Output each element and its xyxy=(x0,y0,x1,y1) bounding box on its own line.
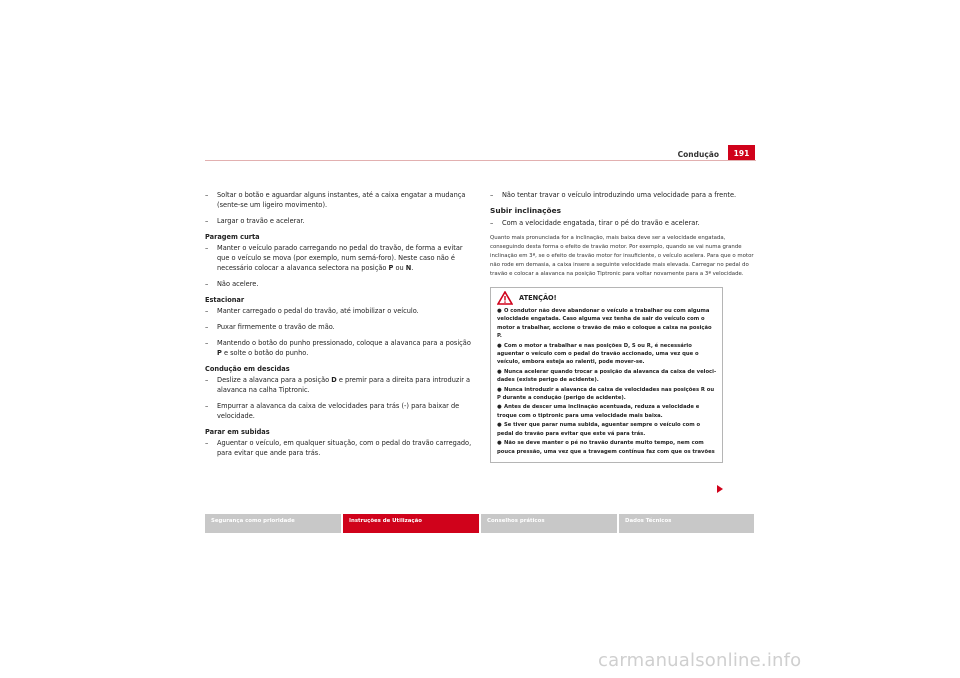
tab-instrucoes[interactable]: Instruções de Utilização xyxy=(343,514,479,533)
header-divider xyxy=(205,160,756,161)
bullet-icon: ● xyxy=(497,422,502,429)
bullet-icon: ● xyxy=(497,368,502,375)
bullet-icon: ● xyxy=(497,342,502,349)
tab-conselhos[interactable]: Conselhos práticos xyxy=(481,514,617,533)
section-heading-subir: Subir inclinações xyxy=(490,206,561,215)
right-column xyxy=(490,190,757,463)
list-item: – Soltar o botão e aguardar alguns instantes, até a caixa engatar a mudança (sente-se um ligeiro movimento). xyxy=(205,190,472,210)
warning-item: ● Com o motor a trabalhar e nas posições D, S ou R, é necessário aguentar o veículo com o pedal do travão accionado, uma vez que o veículo, embora esteja ao ralenti, pode mover-se. xyxy=(497,342,699,366)
page-number-badge: 191 xyxy=(728,145,755,161)
list-item: – Deslize a alavanca para a posição D e premir para a direita para introduzir a alavanca na calha Tiptronic. xyxy=(205,375,472,395)
list-item: – Puxar firmemente o travão de mão. xyxy=(205,322,472,332)
list-item: – Empurrar a alavanca da caixa de velocidades para trás (-) para baixar de velocidade. xyxy=(205,401,472,421)
bullet-icon: ● xyxy=(497,404,502,411)
warning-item: ● Se tiver que parar numa subida, aguentar sempre o veículo com o pedal do travão para evitar que este vá para trás. xyxy=(497,422,701,437)
section-heading-conducao-descidas: Condução em descidas xyxy=(205,365,290,373)
list-item: – Manter o veículo parado carregando no pedal do travão, de forma a evitar que o veículo se mova (por exemplo, num semá-foro). Neste caso não é necessário colocar a alavanca selectora na posição P ou N. xyxy=(205,243,472,273)
warning-item: ● Não se deve manter o pé no travão durante muito tempo, nem com pouca pressão, uma vez que a travagem contínua faz com que os travões xyxy=(497,440,715,455)
tab-dados-tecnicos[interactable]: Dados Técnicos xyxy=(619,514,754,533)
tab-seguranca[interactable]: Segurança como prioridade xyxy=(205,514,341,533)
list-item: – Largar o travão e acelerar. xyxy=(205,216,472,226)
warning-item: ● O condutor não deve abandonar o veículo a trabalhar ou com alguma velocidade engatada. Caso alguma vez tenha de sair do veículo com o motor a trabalhar, accione o travão de mão e coloque a caixa na posição P. xyxy=(497,308,712,340)
page-title: Condução xyxy=(677,150,719,159)
bullet-icon: ● xyxy=(497,308,502,314)
warning-header xyxy=(497,291,718,305)
list-item: – Aguentar o veículo, em qualquer situação, com o pedal do travão carregado, para evitar que ande para trás. xyxy=(205,438,472,458)
note-paragraph: Quanto mais pronunciada for a inclinação, mais baixa deve ser a velocidade engatada, conseguindo desta forma o efeito de travão motor. Por exemplo, quando se vai numa grande inclinação em 3ª, se o efeito de travão motor for insuficiente, o veículo acelera. Para que o motor não rode em demasia, a caixa insere a seguinte velocidade mais elevada. Carregar no pedal do travão e colocar a alavanca na posição Tiptronic para voltar novamente para a 3ª velocidade. xyxy=(490,235,754,277)
list-item: – Não acelere. xyxy=(205,279,472,289)
watermark: carmanualsonline.info xyxy=(598,650,802,671)
left-column xyxy=(205,190,472,464)
warning-item: ● Antes de descer uma inclinação acentuada, reduza a velocidade e troque com o tiptronic para uma velocidade mais baixa. xyxy=(497,404,700,419)
list-item: – Não tentar travar o veículo introduzindo uma velocidade para a frente. xyxy=(490,190,757,200)
warning-triangle-icon xyxy=(497,291,513,305)
list-item: – Com a velocidade engatada, tirar o pé do travão e acelerar. xyxy=(490,218,757,228)
footer-nav xyxy=(205,514,754,533)
warning-box xyxy=(490,287,723,463)
list-item: – Manter carregado o pedal do travão, até imobilizar o veículo. xyxy=(205,306,472,316)
bullet-icon: ● xyxy=(497,440,502,447)
warning-item: ● Nunca introduzir a alavanca da caixa de velocidades nas posições R ou P durante a condução (perigo de acidente). xyxy=(497,386,715,402)
section-heading-parar-subidas: Parar em subidas xyxy=(205,428,270,436)
warning-item: ● Nunca acelerar quando trocar a posição da alavanca da caixa de veloci-dades (existe perigo de acidente). xyxy=(497,368,717,384)
warning-title: ATENÇÃO! xyxy=(519,293,557,302)
list-item: – Mantendo o botão do punho pressionado, coloque a alavanca para a posição P e solte o botão do punho. xyxy=(205,338,472,358)
bullet-icon: ● xyxy=(497,386,502,393)
continue-arrow-icon xyxy=(717,485,723,493)
section-heading-paragem-curta: Paragem curta xyxy=(205,233,260,241)
section-heading-estacionar: Estacionar xyxy=(205,296,245,304)
